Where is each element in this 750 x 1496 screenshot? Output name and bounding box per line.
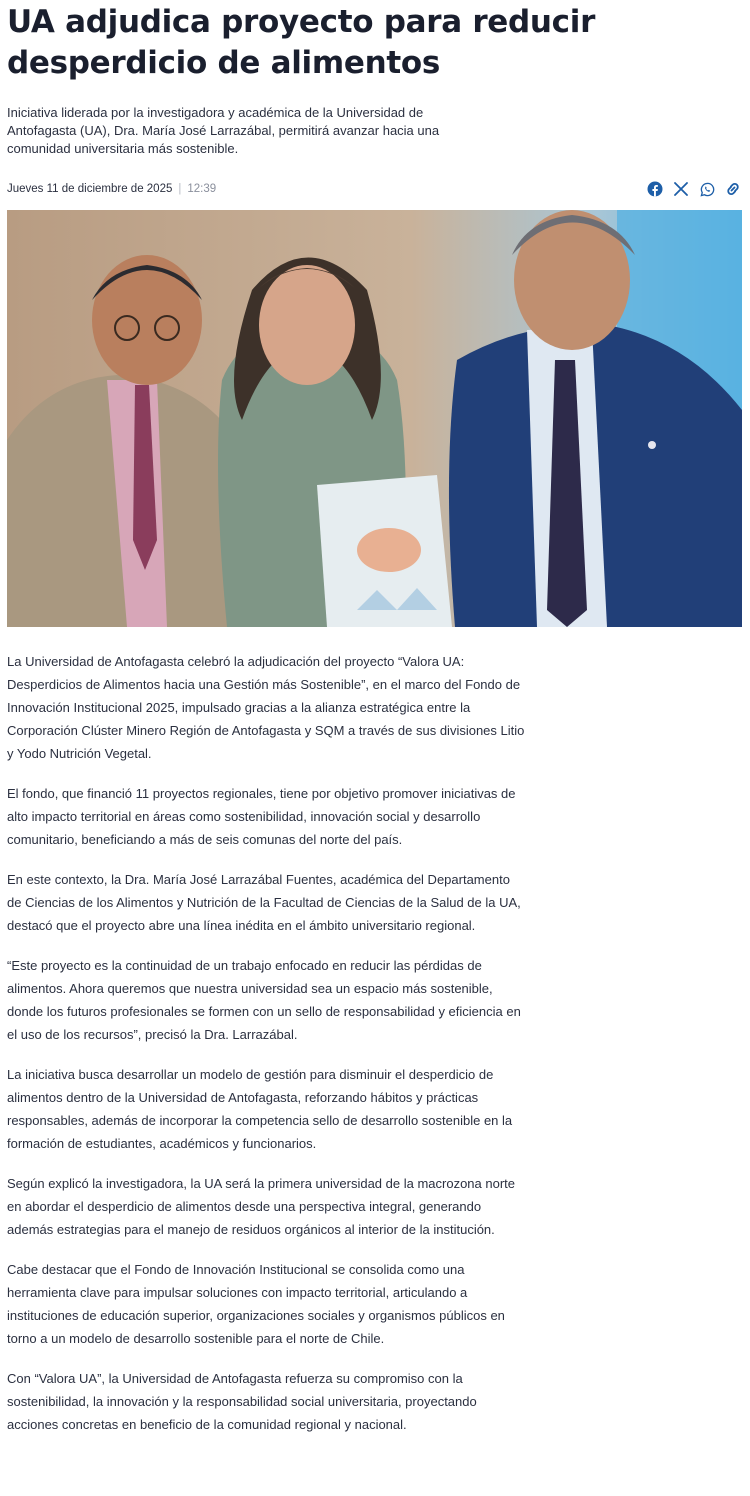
facebook-icon	[647, 181, 663, 197]
article-paragraph: El fondo, que financió 11 proyectos regionales, tiene por objetivo promover iniciativas de alto impacto territorial en áreas como sostenibilidad, innovación social y desarrollo comunitario, beneficiando a más de seis comunas del norte del país.	[7, 786, 516, 847]
article-paragraph: “Este proyecto es la continuidad de un trabajo enfocado en reducir las pérdidas de alimentos. Ahora queremos que nuestra universidad sea un espacio más sostenible, donde los futuros profesionales se formen con un sello de responsabilidad y eficiencia en el uso de los recursos”, precisó la Dra. Larrazábal.	[7, 958, 521, 1042]
share-whatsapp-button[interactable]	[698, 180, 716, 198]
news-article	[7, 0, 742, 1432]
article-title: UA adjudica proyecto para reducir desperdicio de alimentos	[7, 4, 596, 81]
publish-time: 12:39	[187, 183, 217, 195]
share-x-button[interactable]	[672, 180, 690, 198]
link-icon	[724, 181, 742, 197]
article-paragraph: Según explicó la investigadora, la UA será la primera universidad de la macrozona norte en abordar el desperdicio de alimentos desde una perspectiva integral, generando además estrategias para el manejo de residuos orgánicos al interior de la institución.	[7, 1176, 516, 1237]
article-photo-illustration	[7, 210, 742, 627]
share-buttons	[646, 178, 742, 200]
share-facebook-button[interactable]	[646, 180, 664, 198]
article-meta	[7, 178, 742, 200]
article-paragraph: Cabe destacar que el Fondo de Innovación Institucional se consolida como una herramienta clave para impulsar soluciones con impacto territorial, articulando a instituciones de educación superior, organizaciones sociales y organismos públicos en torno a un modelo de desarrollo sostenible para el norte de Chile.	[7, 1262, 505, 1346]
publish-date: Jueves 11 de diciembre de 2025	[7, 183, 173, 195]
article-paragraph: La iniciativa busca desarrollar un modelo de gestión para disminuir el desperdicio de alimentos dentro de la Universidad de Antofagasta, reforzando hábitos y prácticas responsables, además de incorporar la competencia sello de desarrollo sostenible en la formación de estudiantes, académicos y funcionarios.	[7, 1067, 513, 1151]
x-icon	[674, 182, 688, 196]
article-paragraph: Con “Valora UA”, la Universidad de Antofagasta refuerza su compromiso con la sostenibilidad, la innovación y la responsabilidad social universitaria, proyectando acciones concretas en beneficio de la comunidad regional y nacional.	[7, 1371, 477, 1432]
article-lead: Iniciativa liderada por la investigadora y académica de la Universidad de Antofagasta (UA), Dra. María José Larrazábal, permitirá avanzar hacia una comunidad universitaria más sostenible.	[7, 105, 440, 156]
meta-separator: |	[178, 183, 182, 195]
article-paragraph: La Universidad de Antofagasta celebró la adjudicación del proyecto “Valora UA: Desperdicios de Alimentos hacia una Gestión más Sostenible”, en el marco del Fondo de Innovación Institucional 2025, impulsado gracias a la alianza estratégica entre la Corporación Clúster Minero Región de Antofagasta y SQM a través de sus divisiones Litio y Yodo Nutrición Vegetal.	[7, 654, 525, 761]
whatsapp-icon	[700, 182, 715, 197]
article-body	[7, 650, 527, 1453]
article-photo	[7, 210, 742, 627]
article-paragraph: En este contexto, la Dra. María José Larrazábal Fuentes, académica del Departamento de Ciencias de los Alimentos y Nutrición de la Facultad de Ciencias de la Salud de la UA, destacó que el proyecto abre una línea inédita en el ámbito universitario regional.	[7, 872, 521, 933]
copy-link-button[interactable]	[724, 180, 742, 198]
